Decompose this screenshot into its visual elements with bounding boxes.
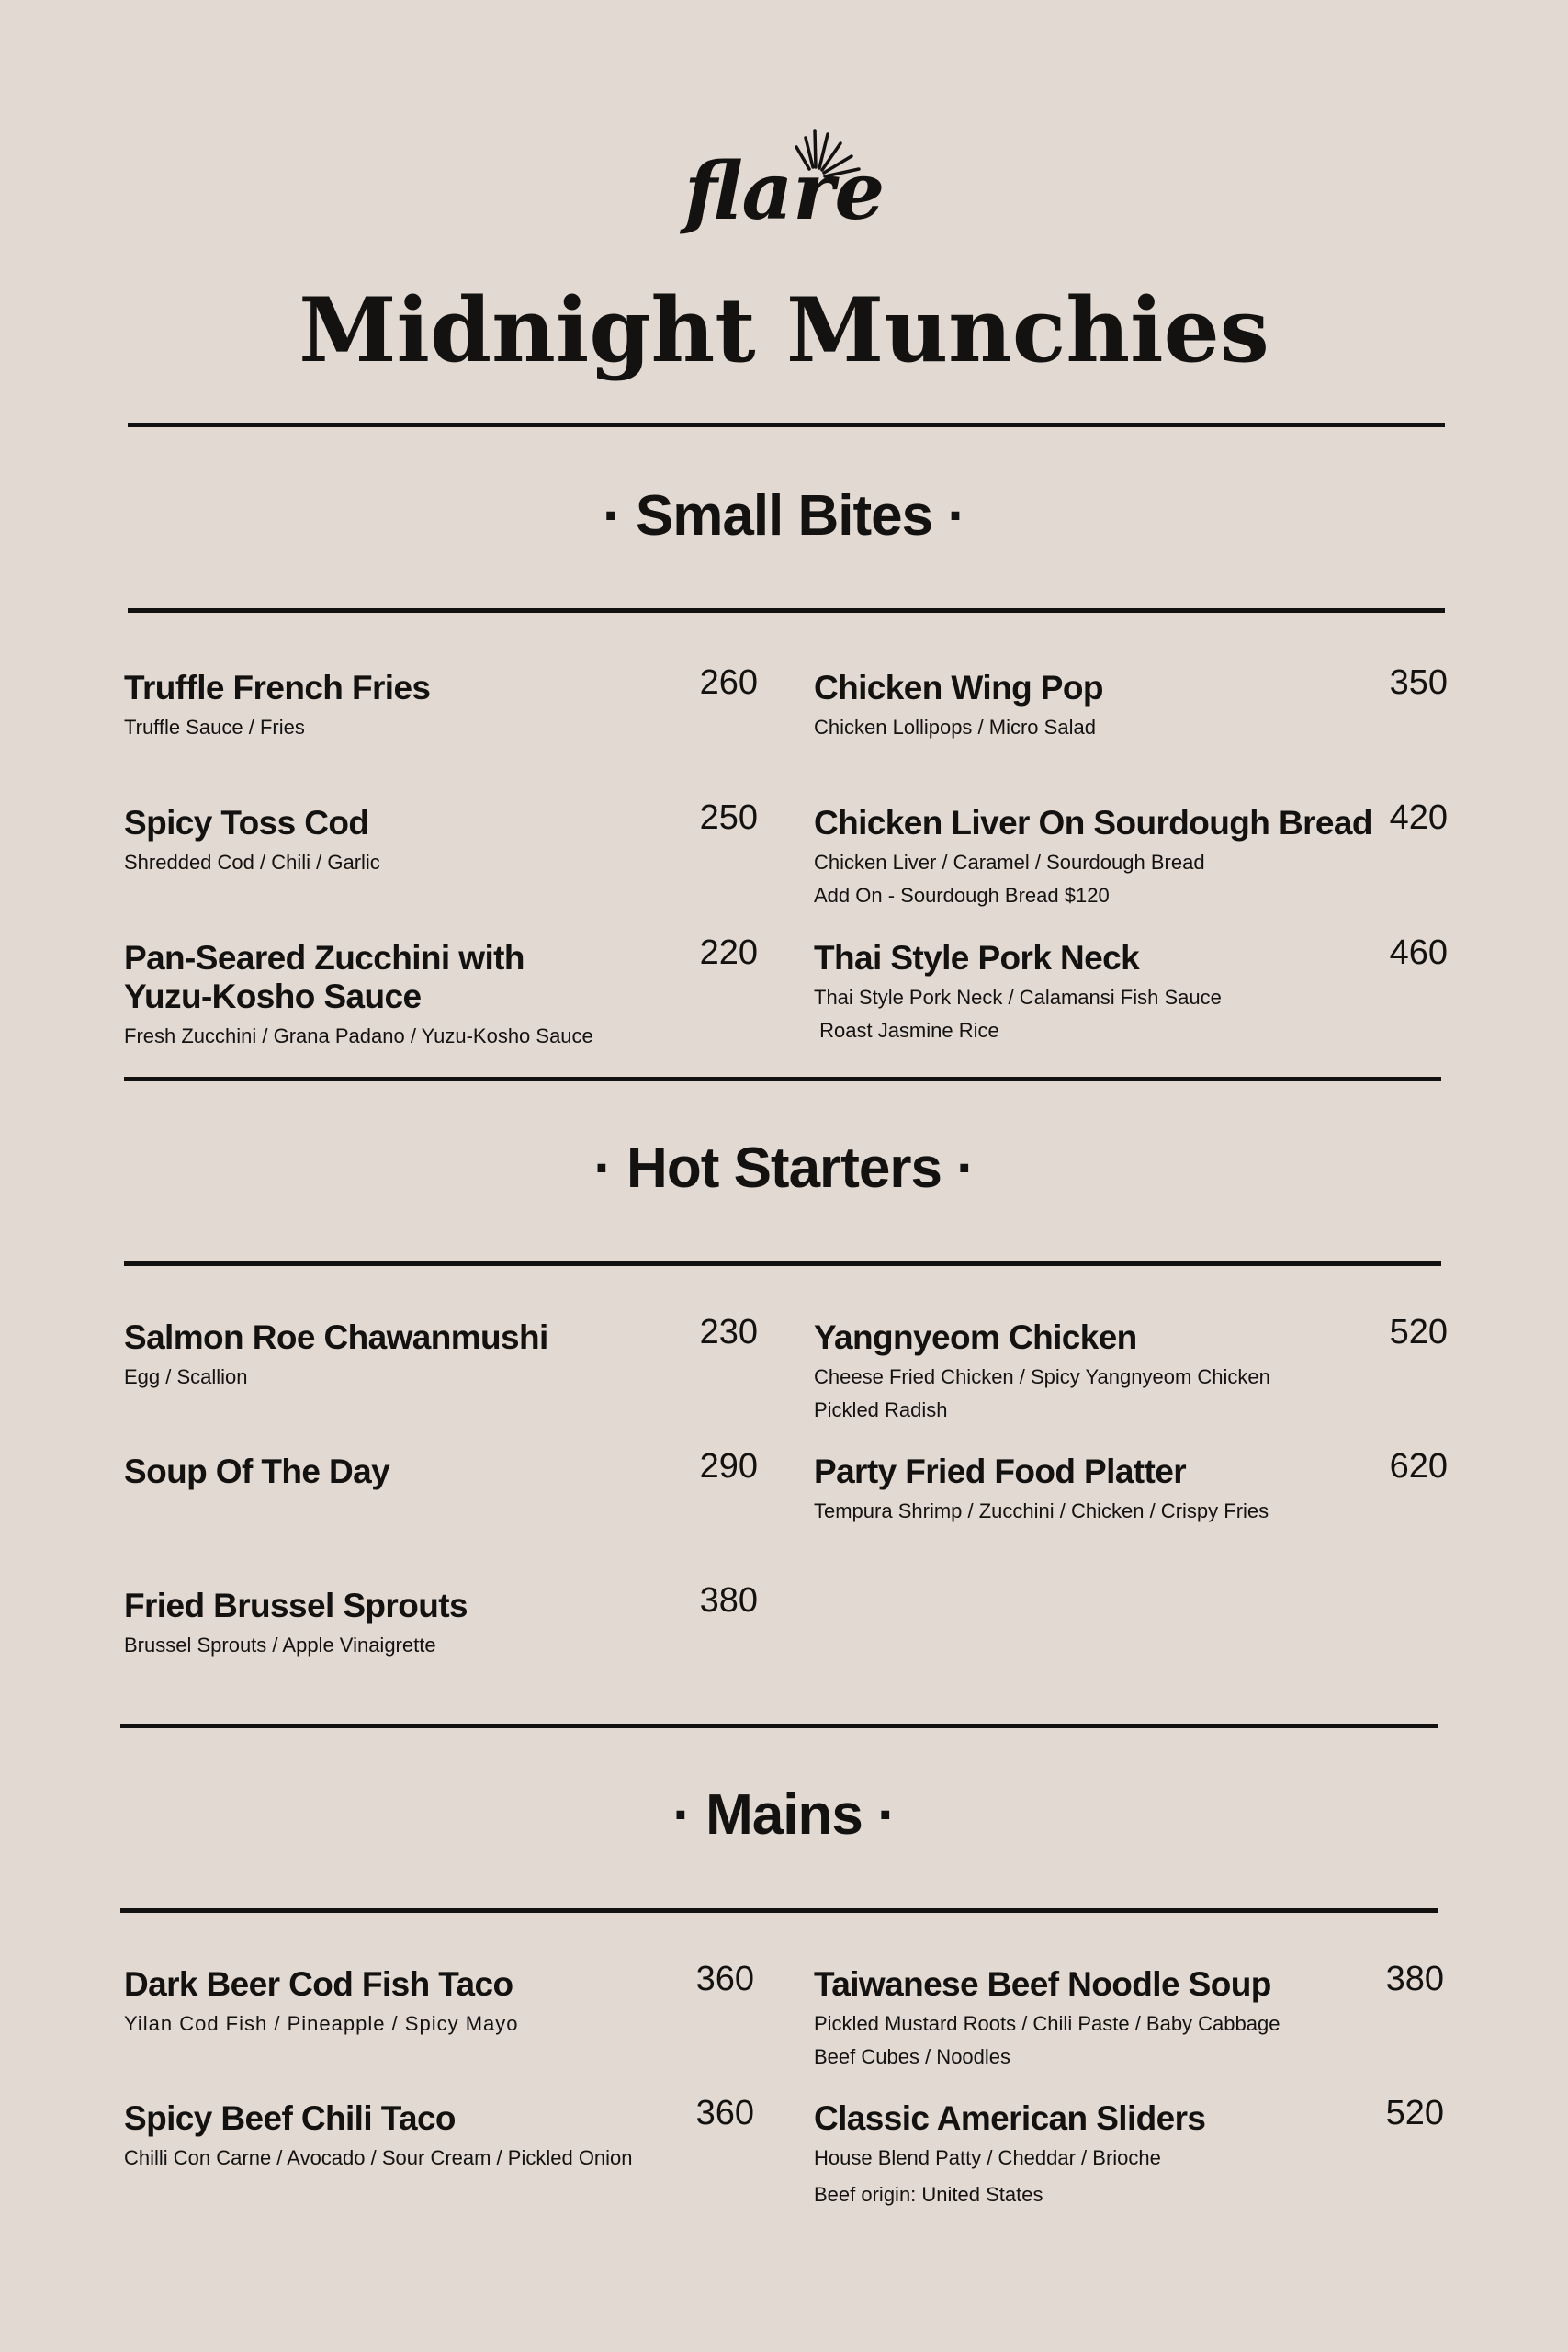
item-price: 290 [699, 1447, 758, 1486]
menu-item [814, 2094, 1448, 2211]
item-price: 230 [699, 1313, 758, 1351]
item-price: 250 [699, 798, 758, 837]
flare-logo [675, 119, 896, 239]
menu-item [124, 1960, 758, 2041]
item-name: Yangnyeom Chicken [814, 1318, 1137, 1356]
menu-item [124, 2094, 758, 2175]
item-description: Beef Cubes / Noodles [814, 2045, 1011, 2068]
divider [120, 1724, 1438, 1728]
logo-wordmark: flare [684, 145, 886, 238]
item-price: 520 [1389, 1313, 1448, 1351]
item-description: Brussel Sprouts / Apple Vinaigrette [124, 1634, 436, 1657]
item-description: Tempura Shrimp / Zucchini / Chicken / Crispy Fries [814, 1499, 1269, 1522]
section-title-hot-starters: · Hot Starters · [593, 1136, 975, 1200]
item-description: Roast Jasmine Rice [814, 1019, 999, 1042]
item-price: 420 [1389, 798, 1448, 837]
item-description: Pickled Radish [814, 1398, 948, 1421]
item-name: Spicy Toss Cod [124, 804, 369, 842]
item-name: Soup Of The Day [124, 1453, 390, 1490]
menu-item [124, 798, 758, 879]
menu-item [124, 1313, 758, 1394]
divider [120, 1908, 1438, 1913]
item-description: Truffle Sauce / Fries [124, 716, 305, 739]
item-name: Dark Beer Cod Fish Taco [124, 1965, 513, 2003]
item-description: Thai Style Pork Neck / Calamansi Fish Sauce [814, 986, 1222, 1009]
item-name: Chicken Wing Pop [814, 669, 1103, 707]
menu-item [814, 933, 1448, 1047]
item-price: 460 [1389, 933, 1448, 972]
item-price: 350 [1389, 663, 1448, 702]
menu-item [124, 1581, 758, 1662]
menu-item [124, 1447, 758, 1491]
item-name: Spicy Beef Chili Taco [124, 2099, 456, 2137]
item-price: 380 [699, 1581, 758, 1620]
item-name: Chicken Liver On Sourdough Bread [814, 804, 1372, 842]
item-name: Taiwanese Beef Noodle Soup [814, 1965, 1271, 2003]
item-description: House Blend Patty / Cheddar / Brioche [814, 2146, 1161, 2169]
item-name: Classic American Sliders [814, 2099, 1206, 2137]
item-description: Chicken Lollipops / Micro Salad [814, 716, 1096, 739]
item-name: Thai Style Pork Neck [814, 939, 1140, 977]
item-price: 360 [695, 1960, 754, 1998]
menu-item [814, 1447, 1448, 1528]
item-price: 380 [1385, 1960, 1444, 1998]
item-price: 520 [1385, 2094, 1444, 2132]
divider [128, 423, 1445, 427]
menu-item [124, 933, 758, 1053]
item-description: Fresh Zucchini / Grana Padano / Yuzu-Kosho Sauce [124, 1024, 593, 1047]
item-description: Add On - Sourdough Bread $120 [814, 884, 1110, 907]
item-price: 260 [699, 663, 758, 702]
item-description: Beef origin: United States [814, 2183, 1043, 2206]
divider [124, 1261, 1441, 1266]
section-title-small-bites: · Small Bites · [603, 484, 965, 548]
item-description: Shredded Cod / Chili / Garlic [124, 851, 380, 874]
menu-item [814, 798, 1448, 912]
item-name: Truffle French Fries [124, 669, 431, 707]
menu-item [814, 1313, 1448, 1427]
divider [128, 608, 1445, 613]
item-description: Yilan Cod Fish / Pineapple / Spicy Mayo [124, 2012, 519, 2035]
item-name: Fried Brussel Sprouts [124, 1587, 468, 1624]
item-description: Chicken Liver / Caramel / Sourdough Bread [814, 851, 1205, 874]
item-name: Salmon Roe Chawanmushi [124, 1318, 548, 1356]
item-name: Pan-Seared Zucchini with Yuzu-Kosho Sauce [124, 939, 525, 1015]
item-description: Egg / Scallion [124, 1365, 248, 1388]
divider [124, 1077, 1441, 1081]
menu-item [814, 663, 1448, 744]
item-price: 220 [699, 933, 758, 972]
item-price: 360 [695, 2094, 754, 2132]
page-title: Midnight Munchies [299, 278, 1269, 382]
item-price: 620 [1389, 1447, 1448, 1486]
item-description: Pickled Mustard Roots / Chili Paste / Baby Cabbage [814, 2012, 1280, 2035]
item-description: Chilli Con Carne / Avocado / Sour Cream / Pickled Onion [124, 2146, 633, 2169]
menu-item [814, 1960, 1448, 2074]
item-name: Party Fried Food Platter [814, 1453, 1187, 1490]
section-title-mains: · Mains · [672, 1783, 896, 1847]
menu-item [124, 663, 758, 744]
item-description: Cheese Fried Chicken / Spicy Yangnyeom Chicken [814, 1365, 1270, 1388]
